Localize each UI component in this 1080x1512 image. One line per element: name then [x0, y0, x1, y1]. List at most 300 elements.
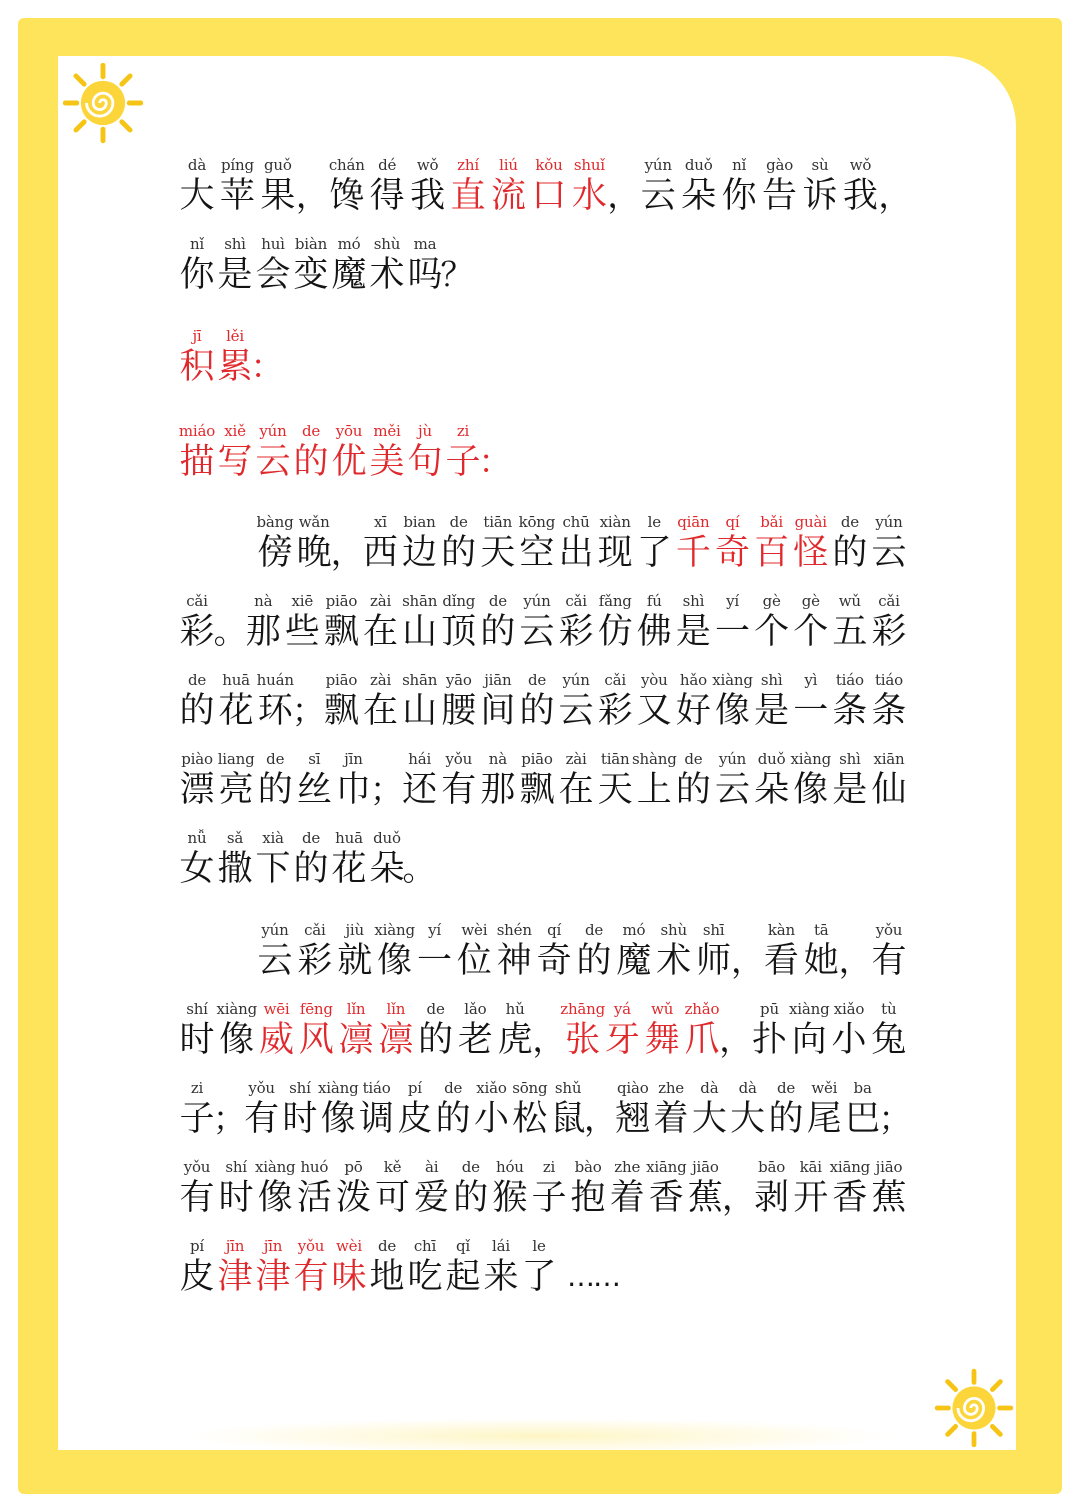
- sun-icon: [62, 62, 144, 144]
- pinyin: xiàng: [712, 671, 753, 689]
- hanzi-with-pinyin: [535, 921, 573, 983]
- pinyin: de: [266, 750, 285, 768]
- hanzi-with-pinyin: [377, 1000, 415, 1062]
- hanzi-with-pinyin: [695, 921, 733, 983]
- hanzi-with-pinyin: [444, 1237, 482, 1299]
- hanzi-with-pinyin: [217, 1158, 255, 1220]
- hanzi-with-pinyin: [256, 1158, 294, 1220]
- hanzi-with-pinyin: [374, 1158, 412, 1220]
- pinyin: qǐ: [456, 1237, 470, 1255]
- text-line: [178, 592, 908, 654]
- hanzi: 条: [832, 691, 868, 731]
- hanzi: 时: [218, 1178, 254, 1218]
- hanzi-with-pinyin: [603, 1000, 641, 1062]
- hanzi-with-pinyin: [831, 1158, 869, 1220]
- pinyin: piào: [181, 750, 213, 768]
- punctuation: [440, 235, 474, 297]
- hanzi-with-pinyin: [295, 750, 333, 812]
- hanzi-with-pinyin: [322, 592, 360, 654]
- hanzi: 些: [284, 612, 320, 652]
- pinyin: bǎi: [760, 513, 783, 531]
- hanzi-with-pinyin: [178, 422, 216, 484]
- hanzi: 飘: [323, 691, 359, 731]
- hanzi: 那: [245, 612, 281, 652]
- pinyin: de: [449, 513, 468, 531]
- pinyin: de: [426, 1000, 445, 1018]
- pinyin: xiàng: [254, 1158, 296, 1176]
- pinyin: lǎo: [464, 1000, 487, 1018]
- hanzi-with-pinyin: [368, 235, 406, 297]
- hanzi: 泼: [335, 1178, 371, 1218]
- pinyin: xiǎo: [476, 1079, 507, 1097]
- hanzi-with-pinyin: [254, 422, 292, 484]
- hanzi: 的: [480, 612, 516, 652]
- hanzi: 的: [519, 691, 555, 731]
- hanzi-with-pinyin: [635, 592, 673, 654]
- pinyin: shì: [760, 671, 783, 689]
- hanzi: ；: [878, 1099, 912, 1138]
- pinyin: wǒ: [849, 156, 872, 174]
- text-line: [178, 156, 912, 218]
- hanzi-with-pinyin: [178, 671, 216, 733]
- hanzi: 你: [179, 255, 215, 295]
- sun-icon: [934, 1368, 1014, 1448]
- hanzi-with-pinyin: [256, 921, 294, 983]
- hanzi-with-pinyin: [358, 1079, 396, 1141]
- hanzi-with-pinyin: [334, 750, 372, 812]
- text-line: [256, 513, 908, 575]
- hanzi: ，: [731, 941, 764, 980]
- pinyin: yōu: [335, 422, 363, 440]
- hanzi-with-pinyin: [256, 750, 294, 812]
- punctuation: [212, 1079, 246, 1141]
- pinyin: cǎi: [565, 592, 587, 610]
- hanzi: 。: [213, 612, 247, 651]
- hanzi: 飘: [323, 612, 359, 652]
- hanzi: 美: [369, 442, 405, 482]
- hanzi-with-pinyin: [549, 1079, 587, 1141]
- pinyin: nà: [488, 750, 507, 768]
- pinyin: qiào: [616, 1079, 649, 1097]
- hanzi: 是: [754, 691, 790, 731]
- pinyin: hái: [408, 750, 432, 768]
- hanzi-with-pinyin: [530, 156, 568, 218]
- hanzi-with-pinyin: [714, 513, 752, 575]
- hanzi-with-pinyin: [482, 1237, 520, 1299]
- hanzi-with-pinyin: [652, 1079, 690, 1141]
- hanzi-with-pinyin: [518, 671, 556, 733]
- pinyin: cǎi: [604, 671, 626, 689]
- hanzi: 舞: [644, 1020, 680, 1060]
- punctuation: [731, 921, 764, 983]
- hanzi-with-pinyin: [560, 1000, 606, 1062]
- hanzi: 的: [435, 1099, 471, 1139]
- pinyin: shān: [402, 592, 438, 610]
- hanzi: 又: [636, 691, 672, 731]
- hanzi-with-pinyin: [831, 671, 869, 733]
- pinyin: jīn: [263, 1237, 283, 1255]
- hanzi-with-pinyin: [362, 671, 400, 733]
- bottom-glow: [180, 1418, 900, 1454]
- hanzi-with-pinyin: [295, 513, 333, 575]
- hanzi: 还: [402, 770, 438, 810]
- hanzi: 朵: [681, 176, 717, 216]
- pinyin: xiě: [224, 422, 246, 440]
- hanzi: 馋: [329, 176, 365, 216]
- punctuation: [478, 422, 512, 484]
- hanzi: ，: [295, 176, 329, 215]
- hanzi: 凛: [338, 1020, 374, 1060]
- hanzi: 的: [453, 1178, 489, 1218]
- hanzi: 花: [218, 691, 254, 731]
- hanzi-with-pinyin: [216, 1237, 254, 1299]
- pinyin: de: [301, 422, 321, 440]
- hanzi: 丝: [296, 770, 332, 810]
- hanzi-with-pinyin: [256, 671, 294, 733]
- hanzi-with-pinyin: [455, 921, 493, 983]
- hanzi: 巾: [335, 770, 371, 810]
- hanzi-with-pinyin: [254, 235, 292, 297]
- pinyin: de: [684, 750, 703, 768]
- hanzi-with-pinyin: [296, 921, 334, 983]
- pinyin: bàng: [256, 513, 294, 531]
- pinyin: shí: [186, 1000, 208, 1018]
- pinyin: shì: [682, 592, 705, 610]
- hanzi-with-pinyin: [686, 1158, 724, 1220]
- hanzi-with-pinyin: [216, 327, 254, 389]
- hanzi-with-pinyin: [362, 592, 400, 654]
- hanzi: 松: [512, 1099, 548, 1139]
- hanzi: 魔: [616, 941, 652, 981]
- pinyin: huì: [261, 235, 285, 253]
- hanzi-with-pinyin: [440, 750, 478, 812]
- pinyin: xiàng: [789, 1000, 830, 1018]
- pinyin: shù: [660, 921, 687, 939]
- pinyin: zhe: [614, 1158, 641, 1176]
- hanzi-with-pinyin: [518, 592, 556, 654]
- hanzi: ，: [330, 533, 364, 572]
- pinyin: tiān: [483, 513, 513, 531]
- hanzi: 傍: [257, 533, 293, 573]
- hanzi: ，: [607, 176, 641, 215]
- hanzi: 云: [715, 770, 751, 810]
- hanzi: 百: [754, 533, 790, 573]
- pinyin: lǐn: [346, 1000, 366, 1018]
- hanzi-with-pinyin: [615, 921, 653, 983]
- hanzi: 皮: [179, 1257, 215, 1297]
- pinyin: piāo: [325, 592, 358, 610]
- pinyin: cǎi: [304, 921, 326, 939]
- hanzi-with-pinyin: [217, 671, 255, 733]
- pinyin: huā: [222, 671, 250, 689]
- pinyin: dà: [187, 156, 207, 174]
- hanzi: 在: [363, 612, 399, 652]
- pinyin: měi: [373, 422, 401, 440]
- hanzi: 亮: [218, 770, 254, 810]
- pinyin: tā: [813, 921, 829, 939]
- hanzi: 你: [721, 176, 757, 216]
- punctuation: [213, 592, 247, 654]
- hanzi: 子: [531, 1178, 567, 1218]
- hanzi: 是: [675, 612, 711, 652]
- hanzi: 虎: [497, 1020, 533, 1060]
- hanzi-with-pinyin: [831, 513, 869, 575]
- hanzi-with-pinyin: [690, 1079, 728, 1141]
- hanzi: 女: [179, 849, 215, 889]
- hanzi-with-pinyin: [635, 671, 673, 733]
- pinyin: sī: [308, 750, 321, 768]
- pinyin: chī: [413, 1237, 437, 1255]
- hanzi: 位: [456, 941, 492, 981]
- pinyin: shān: [402, 671, 438, 689]
- hanzi: 彩: [871, 612, 907, 652]
- pinyin: wēi: [263, 1000, 290, 1018]
- hanzi: 她: [803, 941, 839, 981]
- hanzi-with-pinyin: [831, 750, 869, 812]
- pinyin: yún: [259, 422, 287, 440]
- pinyin: zi: [542, 1158, 556, 1176]
- hanzi-with-pinyin: [557, 671, 595, 733]
- pinyin: jiù: [345, 921, 364, 939]
- hanzi-with-pinyin: [218, 1000, 256, 1062]
- hanzi: 仙: [871, 770, 907, 810]
- hanzi: ；: [291, 691, 325, 730]
- hanzi-with-pinyin: [256, 513, 294, 575]
- hanzi: 诉: [802, 176, 838, 216]
- pinyin: hóu: [495, 1158, 524, 1176]
- hanzi: 花: [331, 849, 367, 889]
- pinyin: zi: [456, 422, 470, 440]
- hanzi: 朵: [754, 770, 790, 810]
- pinyin: yún: [718, 750, 747, 768]
- hanzi: 像: [320, 1099, 356, 1139]
- hanzi: 下: [255, 849, 291, 889]
- hanzi: 怪: [793, 533, 829, 573]
- hanzi: 可: [375, 1178, 411, 1218]
- hanzi: 奇: [714, 533, 750, 573]
- hanzi-with-pinyin: [254, 829, 292, 891]
- pinyin: nǐ: [189, 235, 205, 253]
- pinyin: de: [840, 513, 859, 531]
- pinyin: nà: [254, 592, 273, 610]
- pinyin: jù: [418, 422, 432, 440]
- punctuation: [295, 156, 329, 218]
- hanzi-with-pinyin: [511, 1079, 549, 1141]
- hanzi-with-pinyin: [178, 592, 216, 654]
- hanzi: 蕉: [687, 1178, 723, 1218]
- pinyin: xiàn: [599, 513, 631, 531]
- hanzi-with-pinyin: [530, 1158, 568, 1220]
- pinyin: de: [461, 1158, 480, 1176]
- pinyin: kǒu: [535, 156, 563, 174]
- pinyin: zhāng: [560, 1000, 606, 1018]
- pinyin: yún: [261, 921, 289, 939]
- hanzi-with-pinyin: [259, 156, 297, 218]
- pinyin: shǔ: [554, 1079, 582, 1097]
- hanzi: ，: [532, 1020, 566, 1059]
- pinyin: bào: [574, 1158, 602, 1176]
- pinyin: wèi: [336, 1237, 362, 1255]
- hanzi-with-pinyin: [334, 1158, 372, 1220]
- hanzi-with-pinyin: [452, 1158, 490, 1220]
- hanzi: 就: [337, 941, 373, 981]
- hanzi: 环: [257, 691, 293, 731]
- hanzi: 活: [296, 1178, 332, 1218]
- hanzi: 术: [369, 255, 405, 295]
- punctuation: [607, 156, 641, 218]
- pinyin: zài: [565, 750, 587, 768]
- text-line: [178, 327, 908, 389]
- hanzi-with-pinyin: [647, 1158, 685, 1220]
- hanzi-with-pinyin: [258, 1000, 296, 1062]
- hanzi: 鼠: [550, 1099, 586, 1139]
- hanzi: 飘: [519, 770, 555, 810]
- hanzi: 看: [763, 941, 799, 981]
- hanzi-with-pinyin: [292, 1237, 330, 1299]
- pinyin: zi: [190, 1079, 204, 1097]
- pinyin: wǔ: [651, 1000, 674, 1018]
- hanzi: ？: [440, 255, 474, 294]
- hanzi-with-pinyin: [792, 750, 830, 812]
- pinyin: dǐng: [442, 592, 476, 610]
- hanzi: 仿: [597, 612, 633, 652]
- hanzi-with-pinyin: [683, 1000, 721, 1062]
- hanzi-with-pinyin: [569, 1158, 607, 1220]
- hanzi: 小: [831, 1020, 867, 1060]
- pinyin: de: [527, 671, 547, 689]
- text-line: [178, 1158, 908, 1220]
- hanzi-with-pinyin: [870, 592, 908, 654]
- pinyin: shén: [496, 921, 532, 939]
- pinyin: guǒ: [264, 156, 292, 174]
- pinyin: bāo: [758, 1158, 786, 1176]
- hanzi-with-pinyin: [479, 513, 517, 575]
- hanzi-with-pinyin: [281, 1079, 319, 1141]
- hanzi-with-pinyin: [178, 750, 216, 812]
- pinyin: kōng: [518, 513, 556, 531]
- hanzi-with-pinyin: [368, 1237, 406, 1299]
- hanzi-with-pinyin: [570, 156, 608, 218]
- hanzi: 会: [255, 255, 291, 295]
- hanzi-with-pinyin: [297, 1000, 335, 1062]
- hanzi-with-pinyin: [596, 592, 634, 654]
- hanzi: 津: [255, 1257, 291, 1297]
- hanzi-with-pinyin: [639, 156, 677, 218]
- pinyin: liú: [499, 156, 518, 174]
- hanzi: 兔: [871, 1020, 907, 1060]
- hanzi: 爪: [684, 1020, 720, 1060]
- pinyin: dà: [738, 1079, 757, 1097]
- pinyin: jīn: [344, 750, 363, 768]
- hanzi-with-pinyin: [753, 513, 791, 575]
- hanzi-with-pinyin: [216, 235, 254, 297]
- hanzi-with-pinyin: [330, 1237, 368, 1299]
- hanzi: 向: [791, 1020, 827, 1060]
- hanzi-with-pinyin: [596, 513, 634, 575]
- hanzi: 句: [407, 442, 443, 482]
- hanzi-with-pinyin: [244, 592, 282, 654]
- hanzi: 起: [445, 1257, 481, 1297]
- hanzi-with-pinyin: [802, 921, 840, 983]
- hanzi: 猴: [492, 1178, 528, 1218]
- pinyin: yí: [428, 921, 441, 939]
- hanzi: 水: [571, 176, 607, 216]
- pinyin: yǒu: [248, 1079, 275, 1097]
- hanzi-with-pinyin: [608, 1158, 646, 1220]
- pinyin: de: [776, 1079, 796, 1097]
- hanzi-with-pinyin: [635, 513, 673, 575]
- pinyin: chū: [562, 513, 590, 531]
- hanzi-with-pinyin: [870, 1000, 908, 1062]
- hanzi-with-pinyin: [790, 1000, 828, 1062]
- hanzi-with-pinyin: [680, 156, 718, 218]
- hanzi: 的: [293, 442, 329, 482]
- pinyin: de: [444, 1079, 463, 1097]
- pinyin: xiàng: [216, 1000, 257, 1018]
- hanzi-with-pinyin: [596, 750, 634, 812]
- hanzi-with-pinyin: [178, 1237, 216, 1299]
- hanzi-with-pinyin: [792, 513, 830, 575]
- pinyin: ài: [424, 1158, 439, 1176]
- hanzi: 的: [293, 849, 329, 889]
- hanzi: 山: [402, 612, 438, 652]
- pinyin: jiāo: [692, 1158, 719, 1176]
- hanzi-with-pinyin: [440, 513, 478, 575]
- hanzi-with-pinyin: [614, 1079, 652, 1141]
- hanzi: 果: [260, 176, 296, 216]
- punctuation: [370, 750, 404, 812]
- hanzi-with-pinyin: [520, 1237, 558, 1299]
- pinyin: dà: [700, 1079, 719, 1097]
- hanzi: ……: [567, 1260, 619, 1293]
- hanzi: 一: [416, 941, 452, 981]
- hanzi: 奇: [536, 941, 572, 981]
- pinyin: jī: [192, 327, 202, 345]
- hanzi: 剥: [754, 1178, 790, 1218]
- pinyin: kě: [383, 1158, 402, 1176]
- hanzi: 云: [257, 941, 293, 981]
- hanzi-with-pinyin: [440, 592, 478, 654]
- pinyin: piāo: [521, 750, 553, 768]
- pinyin: shuǐ: [573, 156, 605, 174]
- hanzi: 神: [496, 941, 532, 981]
- pinyin: yí: [726, 592, 739, 610]
- pinyin: huán: [256, 671, 294, 689]
- hanzi: ，: [838, 941, 872, 980]
- text-line: [178, 671, 908, 733]
- pinyin: duǒ: [373, 829, 401, 847]
- punctuation: [250, 327, 284, 389]
- hanzi-with-pinyin: [632, 750, 677, 812]
- pinyin: xiàng: [374, 921, 415, 939]
- text-line: [178, 1000, 908, 1062]
- hanzi-with-pinyin: [767, 1079, 805, 1141]
- hanzi-with-pinyin: [243, 1079, 281, 1141]
- hanzi: 云: [558, 691, 594, 731]
- hanzi-with-pinyin: [178, 156, 216, 218]
- pinyin: jīn: [225, 1237, 245, 1255]
- pinyin: xià: [262, 829, 284, 847]
- hanzi: ，: [722, 1178, 756, 1217]
- hanzi: 时: [282, 1099, 318, 1139]
- pinyin: nǐ: [732, 156, 747, 174]
- hanzi-with-pinyin: [714, 592, 752, 654]
- pinyin: lǐn: [386, 1000, 406, 1018]
- hanzi-with-pinyin: [491, 1158, 529, 1220]
- hanzi: 腰: [441, 691, 477, 731]
- hanzi: 像: [377, 941, 413, 981]
- pinyin: le: [647, 513, 661, 531]
